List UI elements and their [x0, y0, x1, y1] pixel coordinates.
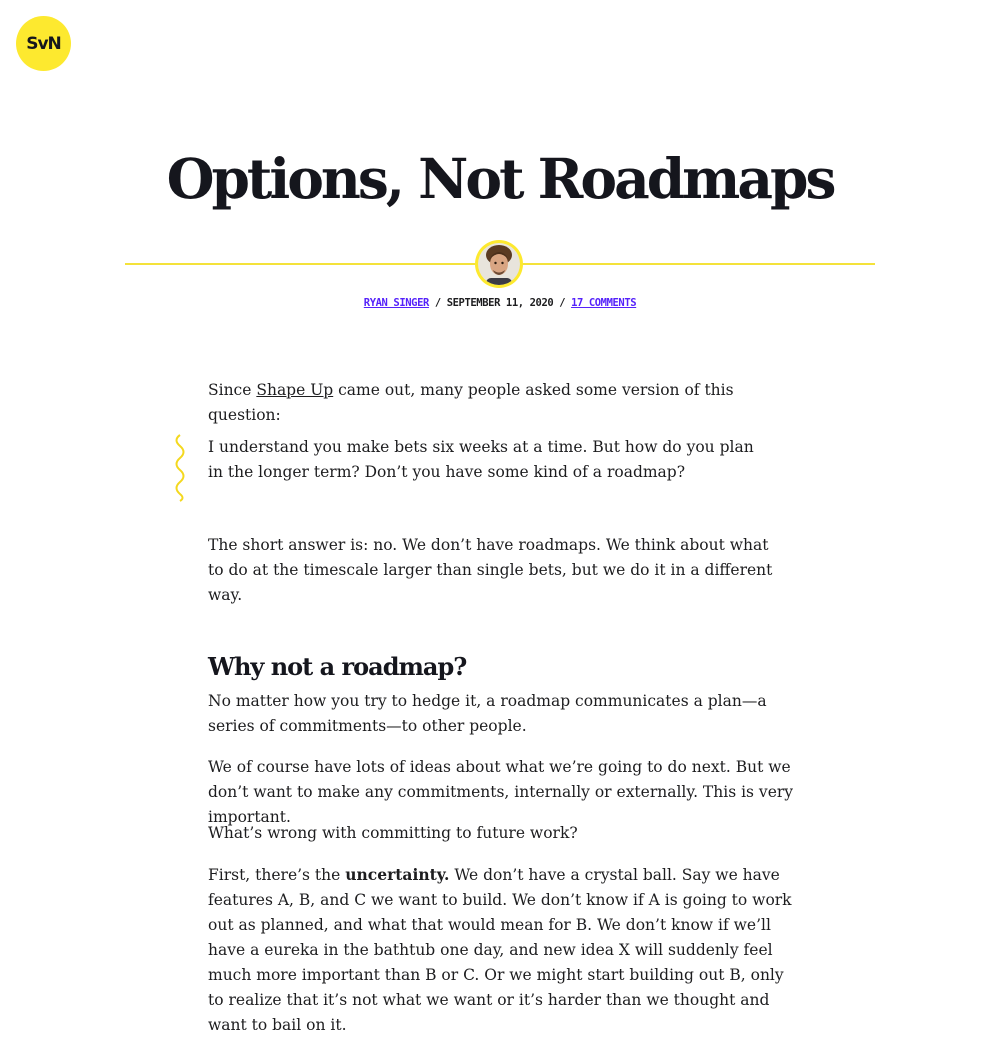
intro-paragraph — [208, 378, 798, 428]
author-photo-icon — [478, 243, 520, 285]
paragraph-1: No matter how you try to hedge it, a roadmap communicates a plan—a series of commitments—to other people. — [208, 692, 767, 735]
intro-text-end: came out, many people asked some version of this question: — [208, 381, 734, 424]
intro-text: Since — [208, 381, 257, 399]
article-byline — [0, 297, 1000, 309]
para4-text: First, there’s the — [208, 866, 346, 884]
para4-bold: uncertainty. — [345, 865, 450, 884]
publish-date: SEPTEMBER 11, 2020 — [446, 297, 554, 309]
para4-text-end: We don’t have a crystal ball. Say we have features A, B, and C we want to build. We don’t know if A is going to work out as planned, and what that would mean for B. We don’t know if we’ll have a eureka in the bathtub one day, and new idea X will suddenly feel much more important than B or C. Or we might start building out B, only to realize that it’s not what we want or it’s harder than we thought and want to bail on it. — [208, 866, 792, 1034]
paragraph-2: We of course have lots of ideas about what we’re going to do next. But we don’t want to make any commitments, internally or externally. This is very important. — [208, 758, 794, 826]
section-heading: Why not a roadmap? — [208, 652, 467, 681]
paragraph-4 — [208, 862, 793, 1038]
byline-separator: / — [434, 297, 441, 309]
blockquote: I understand you make bets six weeks at a time. But how do you plan in the longer term? Don’t you have some kind of a roadmap? — [208, 438, 754, 481]
paragraph-3: What’s wrong with committing to future work? — [208, 824, 578, 842]
author-link[interactable]: RYAN SINGER — [363, 297, 429, 309]
blockquote-squiggle-icon — [172, 433, 188, 503]
page-title: Options, Not Roadmaps — [166, 146, 834, 211]
short-answer-paragraph: The short answer is: no. We don’t have roadmaps. We think about what to do at the timescale larger than single bets, but we do it in a different way. — [208, 536, 773, 604]
shape-up-link[interactable]: Shape Up — [256, 381, 334, 399]
svn-logo[interactable]: SvN — [16, 16, 71, 71]
byline-separator: / — [559, 297, 566, 309]
author-avatar[interactable] — [475, 240, 523, 288]
comments-link[interactable]: 17 COMMENTS — [571, 297, 637, 309]
